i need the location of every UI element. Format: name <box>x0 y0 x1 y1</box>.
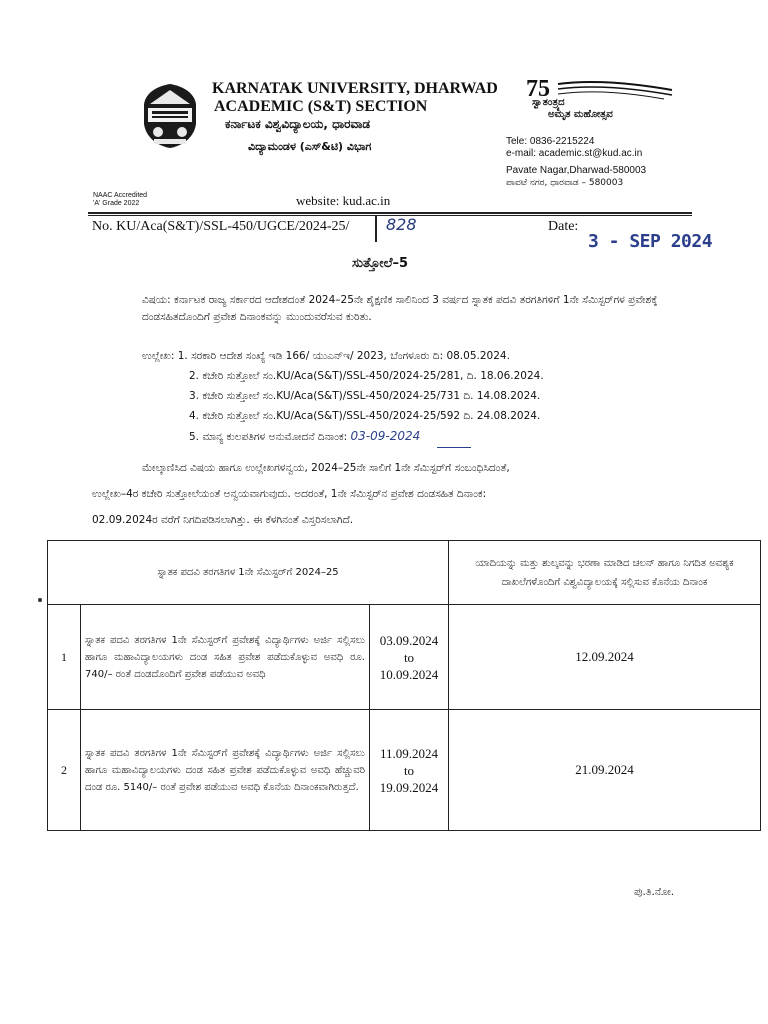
azadi-line-2: ಅಮೃತ ಮಹೋತ್ಸವ <box>548 109 613 120</box>
section-name-english: ACADEMIC (S&T) SECTION <box>214 98 428 115</box>
table-header-left <box>48 541 449 605</box>
row-last-date: 21.09.2024 <box>449 710 761 831</box>
date-stamp: 3 - SEP 2024 <box>588 231 713 252</box>
subject-label: ವಿಷಯ: <box>142 294 171 306</box>
website-text: website: kud.ac.in <box>296 193 391 208</box>
email: e-mail: academic.st@kud.ac.in <box>506 148 643 159</box>
references-list <box>142 346 544 446</box>
telephone: Tele: 0836-2215224 <box>506 136 595 147</box>
header-right-text: ಯಾದಿಯನ್ನು ಮತ್ತು ಶುಲ್ಕವನ್ನು ಭರಣಾ ಮಾಡಿದ ಚಲನ್ ಹಾಗೂ ನಿಗದಿತ ಅವಶ್ಯಕ ದಾಖಲೆಗಳೊಂದಿಗೆ ವಿಶ್ವವಿದ್ಯಾಲಯಕ್ಕೆ ಸಲ್ಲಿಸುವ ಕೊನೆಯ ದಿನಾಂಕ <box>475 557 734 588</box>
circular-title: ಸುತ್ತೋಲೆ–5 <box>352 256 409 271</box>
reference-text: 5. ಮಾನ್ಯ ಕುಲಪತಿಗಳ ಅನುಮೋದನೆ ದಿನಾಂಕ: <box>189 431 348 443</box>
subject-paragraph <box>142 292 682 326</box>
svg-text:75: 75 <box>526 76 550 100</box>
reference-item <box>142 386 544 406</box>
schedule-table <box>47 540 761 831</box>
address-english: Pavate Nagar,Dharwad-580003 <box>506 165 647 176</box>
handwritten-approval-date: 03-09-2024 <box>350 429 421 443</box>
body-line: ಉಲ್ಲೇಖ–4ರ ಕಚೇರಿ ಸುತ್ತೋಲೆಯಂತೆ ಅನ್ವಯವಾಗುವುದು. ಅದರಂತೆ, 1ನೇ ಸೆಮಿಸ್ಟರ್‌ನ ಪ್ರವೇಶ ದಂಡಸಹಿತ ದಿನಾಂಕ: <box>92 488 487 500</box>
row-period <box>370 710 449 831</box>
reference-item <box>142 406 544 426</box>
reference-number: No. KU/Aca(S&T)/SSL-450/UGCE/2024-25/ <box>92 219 350 234</box>
body-line: 02.09.2024ರ ವರೆಗೆ ನಿಗದಿಪಡಿಸಲಾಗಿತ್ತು. ಈ ಕೆಳಗಿನಂತೆ ವಿಸ್ತರಿಸಲಾಗಿದೆ. <box>92 514 354 526</box>
period-to-word: to <box>403 762 415 778</box>
university-name-kannada: ಕರ್ನಾಟಕ ವಿಶ್ವವಿದ್ಯಾಲಯ, ಧಾರವಾಡ <box>225 117 371 131</box>
row-description: ಸ್ನಾತಕ ಪದವಿ ತರಗತಿಗಳ 1ನೇ ಸೆಮಿಸ್ಟರ್‌ಗೆ ಪ್ರವೇಶಕ್ಕೆ ವಿದ್ಯಾರ್ಥಿಗಳು ಅರ್ಜಿ ಸಲ್ಲಿಸಲು ಹಾಗೂ ಮಹಾವಿದ್ಯಾಲಯಗಳು ದಂಡ ಸಹಿತ ಪ್ರವೇಶ ಪಡೆದುಕೊಳ್ಳುವ ಅವಧಿ ಹೆಚ್ಚುವರಿ ದಂಡ ರೂ. 5140/– ರಂತೆ ಪ್ರವೇಶ ಪಡೆಯುವ ಅವಧಿ ಕೊನೆಯ ದಿನಾಂಕವಾಗಿರುತ್ತದೆ. <box>81 710 370 831</box>
row-number: 1 <box>48 605 81 710</box>
header-divider <box>88 212 692 214</box>
body-line: ಮೇಲ್ಕಾಣಿಸಿದ ವಿಷಯ ಹಾಗೂ ಉಲ್ಲೇಖಗಳನ್ವಯ, 2024–25ನೇ ಸಾಲಿಗೆ 1ನೇ ಸೆಮಿಸ್ಟರ್‌ಗೆ ಸಂಬಂಧಿಸಿದಂತೆ, <box>142 462 510 474</box>
header-left-text: ಸ್ನಾತಕ ಪದವಿ ತರಗತಿಗಳ 1ನೇ ಸೆಮಿಸ್ಟರ್‌ಗೆ 2024–25 <box>157 567 339 578</box>
margin-dot <box>38 598 42 602</box>
body-paragraph <box>92 455 688 533</box>
address-kannada: ಪಾವಟೆ ನಗರ, ಧಾರವಾಡ – 580003 <box>506 178 624 188</box>
row-last-date: 12.09.2024 <box>449 605 761 710</box>
azadi-logo-caption <box>532 97 613 121</box>
reference-separator <box>375 216 377 242</box>
period-to: 19.09.2024 <box>379 779 439 795</box>
subject-text: ಕರ್ನಾಟಕ ರಾಜ್ಯ ಸರ್ಕಾರದ ಆದೇಶದಂತೆ 2024–25ನೇ ಶೈಕ್ಷಣಿಕ ಸಾಲಿನಿಂದ 3 ವರ್ಷದ ಸ್ನಾತಕ ಪದವಿ ತರಗತಿಗಳಿಗೆ 1ನೇ ಸೆಮಿಸ್ಟರ್‌ಗಳ ಪ್ರವೇಶಕ್ಕೆ ದಂಡಸಹಿತದೊಂದಿಗೆ ಪ್ರವೇಶ ದಿನಾಂಕವನ್ನು ಮುಂದುವರೆಸುವ ಕುರಿತು. <box>142 294 658 323</box>
row-period <box>370 605 449 710</box>
university-logo <box>140 82 200 150</box>
reference-text: 2. ಕಚೇರಿ ಸುತ್ತೋಲೆ ಸಂ.KU/Aca(S&T)/SSL-450/2024-25/281, ದಿ. 18.06.2024. <box>189 370 544 382</box>
section-name-kannada: ವಿದ್ಯಾಮಂಡಳ (ಎಸ್&ಟಿ) ವಿಭಾಗ <box>248 140 372 153</box>
refs-label: ಉಲ್ಲೇಖ: <box>142 350 175 362</box>
handwritten-underline <box>437 447 471 448</box>
row-number: 2 <box>48 710 81 831</box>
naac-line-2: 'A' Grade 2022 <box>93 200 140 207</box>
university-name-english: KARNATAK UNIVERSITY, DHARWAD <box>212 80 498 97</box>
date-label: Date: <box>548 219 579 234</box>
table-header-row <box>48 541 761 605</box>
reference-text: 3. ಕಚೇರಿ ಸುತ್ತೋಲೆ ಸಂ.KU/Aca(S&T)/SSL-450/2024-25/731 ದಿ. 14.08.2024. <box>189 390 541 402</box>
reference-text: 4. ಕಚೇರಿ ಸುತ್ತೋಲೆ ಸಂ.KU/Aca(S&T)/SSL-450/2024-25/592 ದಿ. 24.08.2024. <box>189 410 541 422</box>
table-row <box>48 710 761 831</box>
period-to-word: to <box>403 649 415 665</box>
period-from: 11.09.2024 <box>379 745 439 761</box>
period-to: 10.09.2024 <box>379 666 439 682</box>
reference-item <box>142 366 544 386</box>
table-header-right <box>449 541 761 605</box>
table-row <box>48 605 761 710</box>
naac-accreditation <box>93 192 147 208</box>
reference-item <box>142 426 544 446</box>
azadi-line-1: ಸ್ವಾತಂತ್ರ್ಯದ <box>532 97 565 108</box>
row-description: ಸ್ನಾತಕ ಪದವಿ ತರಗತಿಗಳ 1ನೇ ಸೆಮಿಸ್ಟರ್‌ಗೆ ಪ್ರವೇಶಕ್ಕೆ ವಿದ್ಯಾರ್ಥಿಗಳು ಅರ್ಜಿ ಸಲ್ಲಿಸಲು ಹಾಗೂ ಮಹಾವಿದ್ಯಾಲಯಗಳು ದಂಡ ಸಹಿತ ಪ್ರವೇಶ ಪಡೆದುಕೊಳ್ಳುವ ಅವಧಿ ರೂ. 740/– ರಂತೆ ದಂಡದೊಂದಿಗೆ ಪ್ರವೇಶ ಪಡೆಯುವ ಅವಧಿ <box>81 605 370 710</box>
reference-text: 1. ಸರಕಾರಿ ಆದೇಶ ಸಂಖ್ಯೆ ಇಡಿ 166/ ಯುಎನ್‌ಇ/ 2023, ಬೆಂಗಳೂರು ದಿ: 08.05.2024. <box>177 350 510 362</box>
period-from: 03.09.2024 <box>379 632 439 648</box>
handwritten-reference-number: 828 <box>386 215 417 234</box>
signature-note: ಪು.ತಿ.ನೋ. <box>634 886 675 898</box>
contact-block <box>506 136 646 189</box>
naac-line-1: NAAC Accredited <box>93 192 148 199</box>
reference-item <box>142 346 544 366</box>
